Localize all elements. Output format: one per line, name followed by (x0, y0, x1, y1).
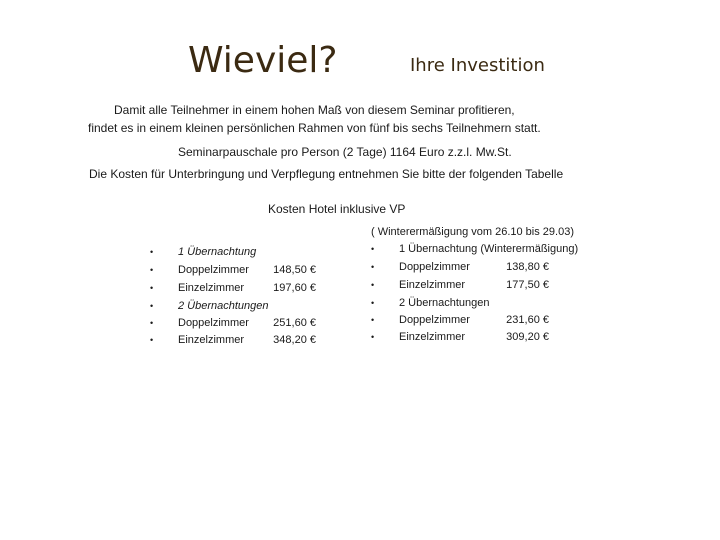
list-item-label: 2 Übernachtungen (178, 300, 269, 312)
list-item-label: Doppelzimmer (178, 264, 249, 276)
list-item-price: 348,20 € (273, 334, 316, 346)
intro-line-1: Damit alle Teilnehmer in einem hohen Maß von diesem Seminar profitieren, (114, 103, 515, 117)
list-item-price: 231,60 € (506, 314, 549, 326)
list-item-label: Einzelzimmer (178, 282, 245, 294)
slide-subtitle: Ihre Investition (410, 55, 545, 76)
list-item-price: 251,60 € (273, 317, 316, 329)
bullet-icon: • (150, 335, 154, 345)
list-item-price: 148,50 € (273, 264, 316, 276)
left-price-list (150, 244, 330, 344)
list-item-label: Einzelzimmer (399, 279, 466, 291)
bullet-icon: • (150, 283, 154, 293)
seminar-price-line: Seminarpauschale pro Person (2 Tage) 1164 Euro z.z.l. Mw.St. (178, 145, 512, 159)
bullet-icon: • (150, 301, 154, 311)
list-item-label: Einzelzimmer (178, 334, 245, 346)
list-item-price: 197,60 € (273, 282, 316, 294)
list-item-price: 138,80 € (506, 261, 549, 273)
list-item-label: 1 Übernachtung (Winterermäßigung) (399, 243, 579, 255)
bullet-icon: • (150, 247, 154, 257)
list-item-label: Einzelzimmer (399, 331, 466, 343)
slide-title: Wieviel? (188, 40, 338, 81)
bullet-icon: • (371, 244, 375, 254)
bullet-icon: • (371, 298, 375, 308)
winter-discount-note: ( Winterermäßigung vom 26.10 bis 29.03) (371, 226, 574, 238)
list-item-label: 1 Übernachtung (178, 246, 257, 258)
right-price-list (371, 241, 611, 351)
list-item-label: Doppelzimmer (178, 317, 249, 329)
list-item-label: Doppelzimmer (399, 314, 470, 326)
list-item-price: 309,20 € (506, 331, 549, 343)
intro-line-2: findet es in einem kleinen persönlichen Rahmen von fünf bis sechs Teilnehmern statt. (88, 121, 541, 135)
bullet-icon: • (150, 265, 154, 275)
costs-note: Die Kosten für Unterbringung und Verpflegung entnehmen Sie bitte der folgenden Tabelle (89, 167, 564, 181)
bullet-icon: • (371, 332, 375, 342)
hotel-heading: Kosten Hotel inklusive VP (268, 202, 406, 216)
bullet-icon: • (150, 318, 154, 328)
list-item-label: 2 Übernachtungen (399, 297, 490, 309)
bullet-icon: • (371, 315, 375, 325)
list-item-label: Doppelzimmer (399, 261, 470, 273)
bullet-icon: • (371, 280, 375, 290)
bullet-icon: • (371, 262, 375, 272)
list-item-price: 177,50 € (506, 279, 549, 291)
